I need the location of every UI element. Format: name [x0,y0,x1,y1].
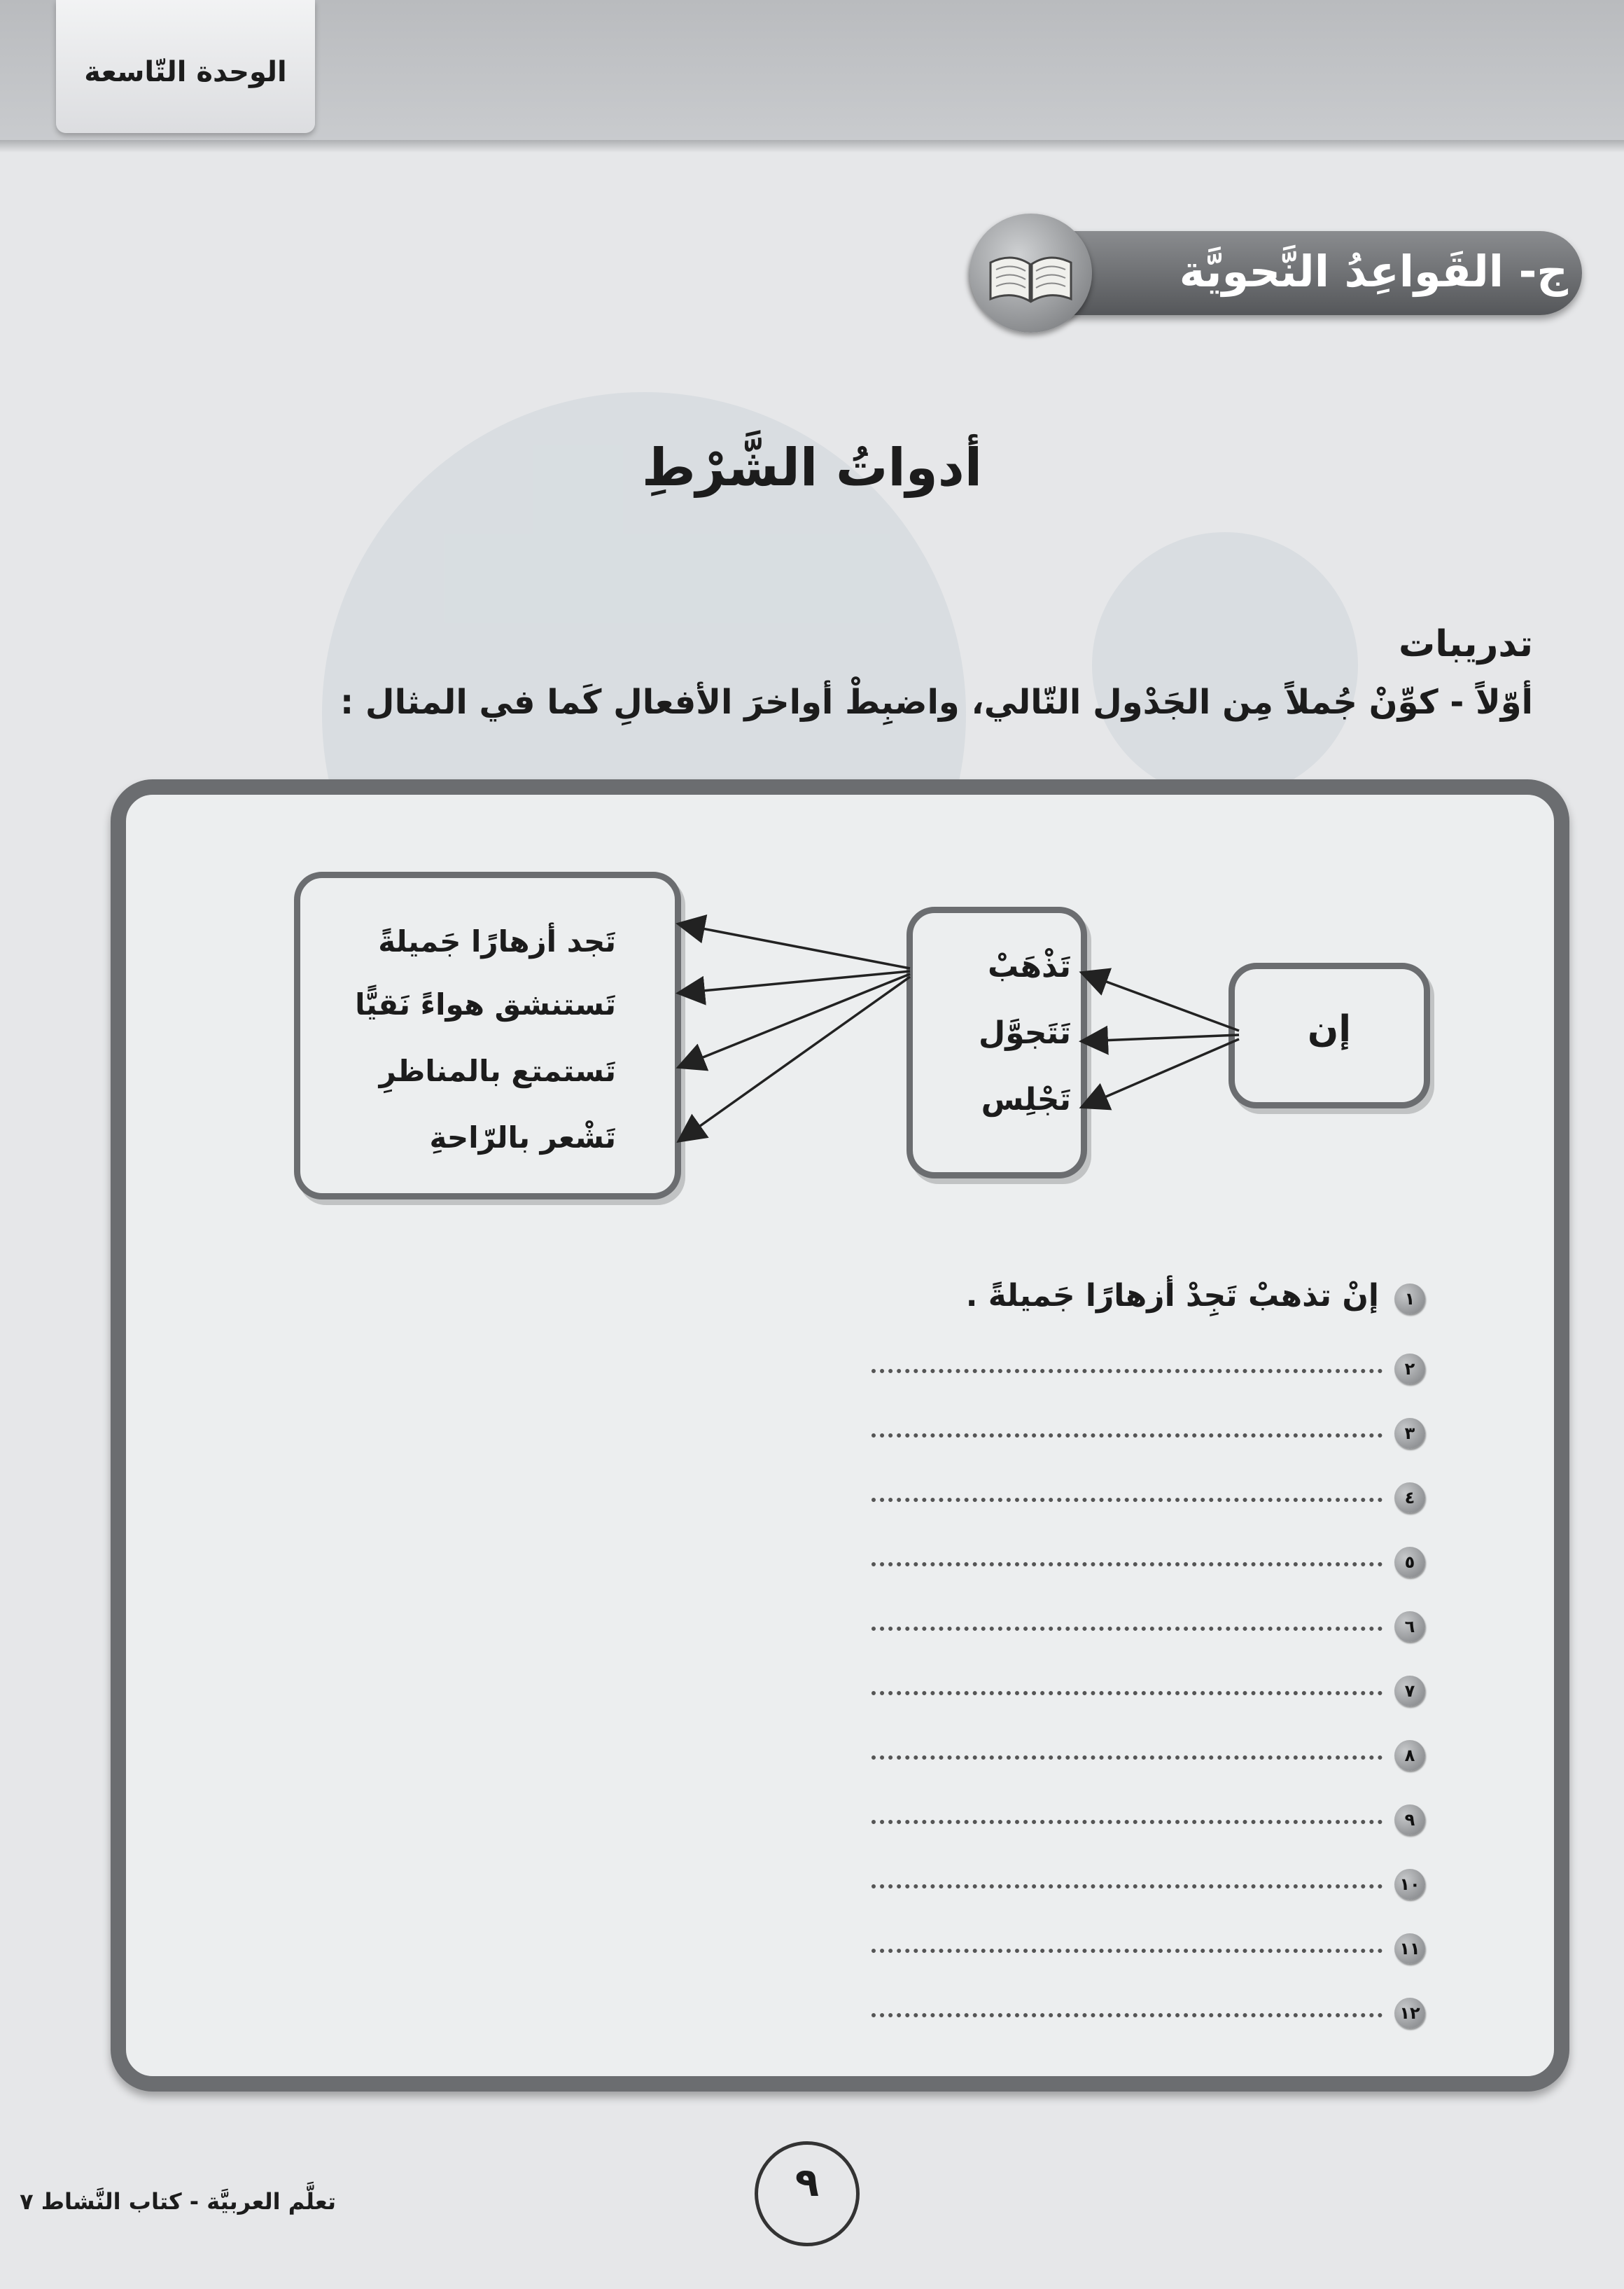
arrow [1084,1035,1239,1041]
line-number: ٩ [1394,1804,1425,1835]
line-number: ٥ [1394,1547,1425,1578]
verb-item: تَتَجوَّل [979,1015,1071,1051]
answer-line[interactable] [872,1498,1382,1502]
answer-line[interactable] [872,1820,1382,1824]
line-number: ١٠ [1394,1869,1425,1900]
arrow [680,924,910,968]
answer-line[interactable] [872,1433,1382,1438]
page-title: أدواتُ الشَّرْطِ [641,438,983,498]
answer-line[interactable] [872,1949,1382,1953]
line-number: ٦ [1394,1611,1425,1642]
arrow [680,971,910,993]
line-number: ٢ [1394,1354,1425,1384]
example-sentence: إنْ تذهبْ تَجِدْ أزهارًا جَميلةً . [965,1278,1379,1314]
result-item: تَشْعر بالرّاحةِ [429,1120,616,1155]
line-number: ٣ [1394,1418,1425,1449]
line-number: ١٢ [1394,1998,1425,2029]
page-number: ٩ [794,2160,820,2206]
result-item: تَجد أزهارًا جَميلةً [378,924,616,959]
line-number: ١ [1394,1283,1425,1314]
answer-line[interactable] [872,2013,1382,2017]
instruction-text: أوّلاً - كوِّنْ جُملاً مِن الجَدْول التّالي، واضبِطْ أواخرَ الأفعالِ كَما في المثال : [340,683,1533,722]
line-number: ٨ [1394,1740,1425,1771]
answer-line[interactable] [872,1691,1382,1695]
line-number: ١١ [1394,1933,1425,1964]
footer-book-title: تعلَّم العربيَّة - كتاب النَّشاط ٧ [20,2188,336,2215]
arrow [680,977,910,1140]
arrow [680,974,910,1066]
result-item: تَستنشق هواءً نَقيًّا [355,987,616,1022]
verb-item: تَذْهَبْ [987,949,1071,985]
unit-title: الوحدة التّاسعة [84,56,287,88]
exercises-heading: تدريبات [1398,623,1533,665]
section-title: ج- القَواعِدُ النَّحويَّة [1179,246,1568,297]
answer-line[interactable] [872,1884,1382,1888]
line-number: ٧ [1394,1676,1425,1706]
result-item: تَستمتع بالمناظرِ [379,1054,616,1088]
answer-line[interactable] [872,1369,1382,1373]
answer-line[interactable] [872,1627,1382,1631]
arrow [1084,973,1239,1031]
line-number: ٤ [1394,1482,1425,1513]
verb-item: تَجْلِس [981,1082,1071,1118]
arrow [1084,1039,1239,1106]
condition-word: إن [1307,1008,1352,1050]
answer-line[interactable] [872,1562,1382,1566]
answer-line[interactable] [872,1755,1382,1760]
